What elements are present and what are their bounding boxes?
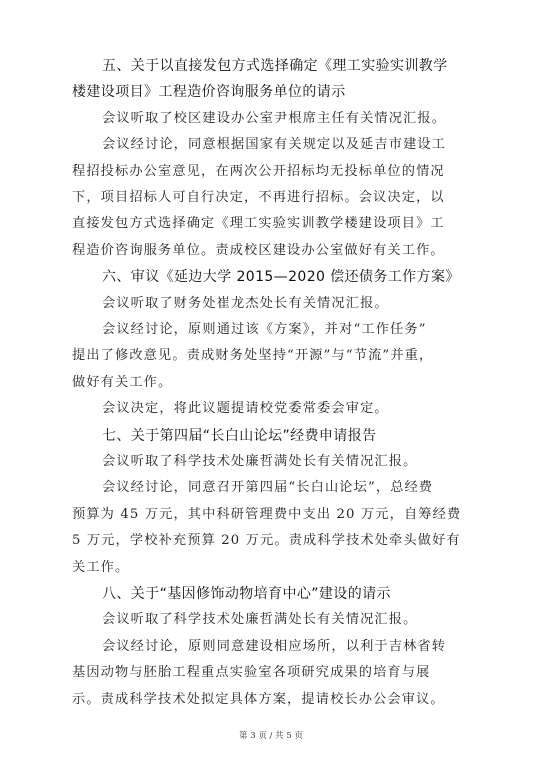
paragraph-line: 会议决定，将此议题提请校党委常委会审定。 xyxy=(102,401,389,417)
paragraph-line: 做好有关工作。 xyxy=(72,374,173,390)
paragraph-line: 5 万元，学校补充预算 20 万元。责成科学技术处牵头做好有 xyxy=(72,533,461,549)
paragraph-line: 预算为 45 万元，其中科研管理费中支出 20 万元，自筹经费 xyxy=(72,506,462,522)
paragraph-line: 会议经讨论，同意召开第四届“长白山论坛”，总经费 xyxy=(102,480,434,496)
paragraph-line: 会议经讨论，原则同意建设相应场所，以利于吉林省转 xyxy=(102,638,447,654)
paragraph-line: 下，项目招标人可自行决定，不再进行招标。会议决定，以 xyxy=(72,190,445,205)
paragraph-line: 会议听取了校区建设办公室尹根席主任有关情况汇报。 xyxy=(102,110,447,126)
paragraph-line: 示。责成科学技术处拟定具体方案，提请校长办公会审议。 xyxy=(72,691,445,707)
section-heading: 七、关于第四届“长白山论坛”经费申请报告 xyxy=(102,427,377,444)
paragraph-line: 会议经讨论，原则通过该《方案》，并对“工作任务” xyxy=(102,322,427,337)
paragraph-line: 关工作。 xyxy=(72,559,130,575)
page-footer: 第 3 页 / 共 5 页 xyxy=(239,731,303,741)
paragraph-line: 程招投标办公室意见，在两次公开招标均无投标单位的情况 xyxy=(72,163,445,179)
section-heading: 六、审议《延边大学 2015—2020 偿还债务工作方案》 xyxy=(102,269,460,286)
paragraph-line: 会议听取了科学技术处廉哲满处长有关情况汇报。 xyxy=(102,454,418,469)
section-heading: 楼建设项目》工程造价咨询服务单位的请示 xyxy=(72,84,346,101)
paragraph-line: 会议经讨论，同意根据国家有关规定以及延吉市建设工 xyxy=(102,137,447,153)
paragraph-line: 程造价咨询服务单位。责成校区建设办公室做好有关工作。 xyxy=(72,242,445,258)
paragraph-line: 基因动物与胚胎工程重点实验室各项研究成果的培育与展 xyxy=(72,665,431,681)
paragraph-line: 直接发包方式选择确定《理工实验实训教学楼建设项目》工 xyxy=(72,216,445,232)
paragraph-line: 会议听取了科学技术处廉哲满处长有关情况汇报。 xyxy=(102,612,418,628)
paragraph-line: 提出了修改意见。责成财务处坚持“开源”与“节流”并重， xyxy=(72,348,434,364)
section-heading: 八、关于“基因修饰动物培育中心”建设的请示 xyxy=(102,586,391,602)
paragraph-line: 会议听取了财务处崔龙杰处长有关情况汇报。 xyxy=(102,295,389,311)
section-heading: 五、关于以直接发包方式选择确定《理工实验实训教学 xyxy=(102,58,448,74)
